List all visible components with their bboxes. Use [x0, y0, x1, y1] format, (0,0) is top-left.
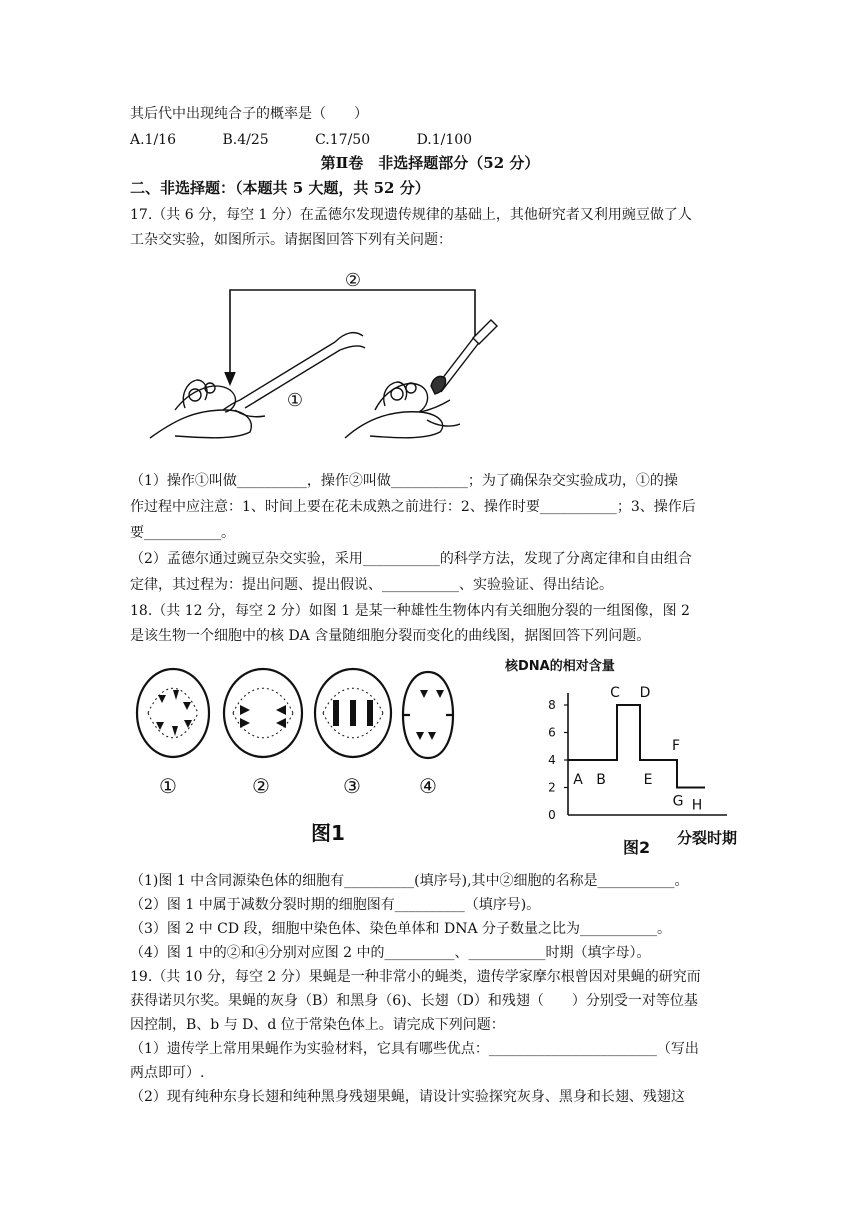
q17-stem-line2: 工杂交实验，如图所示。请据图回答下列有关问题：: [130, 232, 452, 248]
q19-stem-line2: 获得诺贝尔奖。果蝇的灰身（B）和黑身（6)、长翅（D）和残翅（ ）分别受一对等位基: [130, 993, 698, 1009]
q18-part2: （2）图 1 中属于减数分裂时期的细胞图有__________（填序号)。: [130, 897, 541, 913]
cell-1-label: ①: [159, 774, 177, 798]
q17-pea-crossing-figure: [135, 260, 515, 460]
q19-stem-line1: 19.（共 10 分，每空 2 分）果蝇是一种非常小的蝇类，遗传学家摩尔根曾因对果蝇的研究而: [130, 969, 701, 985]
chart-y-tick-label: 2: [548, 780, 556, 795]
operation-1-label: ①: [286, 390, 304, 411]
q17-part1-line3: 要___________。: [130, 525, 235, 541]
figure-2-dna-chart: [505, 655, 755, 865]
chart-y-tick-label: 4: [548, 753, 556, 767]
q18-stem-line1: 18.（共 12 分，每空 2 分）如图 1 是某一种雄性生物体内有关细胞分裂的一组图像，图 2: [130, 603, 690, 619]
q18-part4: （4）图 1 中的②和④分别对应图 2 中的__________、___________时期（填字母）。: [130, 945, 651, 961]
cell-2: [224, 669, 302, 757]
q18-part1: （1)图 1 中含同源染色体的细胞有__________(填序号),其中②细胞的名称是___________。: [130, 873, 689, 889]
chart-dna-line: [568, 705, 705, 788]
q17-part2-line2: 定律，其过程为：提出问题、提出假说、___________、实验验证、得出结论。: [130, 577, 613, 593]
chart-y-tick-label: 8: [548, 698, 556, 712]
figure-1-cell-division: [128, 660, 483, 860]
brush-illustration: [431, 320, 497, 394]
q16-options: [130, 130, 514, 150]
chart-point-label-a: A: [573, 772, 583, 788]
option-d: D.1/100: [416, 132, 473, 148]
q17-stem-line1: 17.（共 6 分，每空 1 分）在孟德尔发现遗传规律的基础上，其他研究者又利用豌豆做了人: [130, 207, 692, 223]
left-flower-illustration: [150, 380, 265, 438]
cell-4-label: ④: [419, 774, 437, 798]
q19-stem-line3: 因控制，B、b 与 D、d 位于常染色体上。请完成下列问题：: [130, 1017, 505, 1033]
q16-stem-tail: 其后代中出现纯合子的概率是（ ）: [130, 106, 368, 122]
q19-part1-line1: （1）遗传学上常用果蝇作为实验材料，它具有哪些优点：________________________（写出: [130, 1041, 699, 1057]
chart-point-label-e: E: [643, 772, 653, 788]
chart-point-label-g: G: [672, 793, 684, 810]
q19-part1-line2: 两点即可）.: [130, 1065, 205, 1081]
chart-y-tick-label: 0: [548, 808, 556, 822]
chart-point-label-b: B: [596, 772, 606, 788]
cell-2-label: ②: [252, 774, 270, 798]
q17-part2-line1: （2）孟德尔通过豌豆杂交实验，采用___________的科学方法，发现了分离定律和自由组合: [130, 551, 692, 567]
option-a: A.1/16: [130, 132, 176, 148]
q18-stem-line2: 是该生物一个细胞中的核 DA 含量随细胞分裂而变化的曲线图，据图回答下列问题。: [130, 628, 651, 644]
figure-1-caption: 图1: [311, 821, 345, 845]
q17-part1-line1: （1）操作①叫做__________，操作②叫做___________；为了确保杂交实验成功，①的操: [130, 473, 678, 489]
cell-4: [403, 672, 453, 758]
chart-point-label-c: C: [610, 685, 620, 701]
option-c: C.17/50: [315, 132, 371, 148]
q19-part2-line1: （2）现有纯种东身长翅和纯种黑身残翅果蝇，请设计实验探究灰身、黑身和长翅、残翅这: [130, 1089, 685, 1105]
chart-point-label-f: F: [671, 738, 681, 754]
volume-title: 第Ⅱ卷 非选择题部分（52 分）: [320, 154, 540, 172]
cell-3-label: ③: [343, 774, 361, 798]
chart-y-tick-label: 6: [548, 725, 556, 740]
chart-point-label-d: D: [639, 685, 651, 701]
q17-part1-line2: 作过程中应注意：1、时间上要在花未成熟之前进行：2、操作时要___________；3、操作后: [130, 499, 696, 515]
chart-xlabel: 分裂时期: [677, 829, 738, 847]
chart-ylabel: 核DNA的相对含量: [505, 659, 615, 674]
q18-part3: （3）图 2 中 CD 段，细胞中染色体、染色单体和 DNA 分子数量之比为___________。: [130, 921, 672, 937]
operation-2-label: ②: [344, 270, 362, 291]
figure-2-caption: 图2: [623, 838, 651, 857]
chart-point-label-h: H: [691, 797, 703, 814]
cell-1: [137, 669, 209, 757]
option-b: B.4/25: [222, 132, 269, 148]
operation-2-bracket: [225, 290, 475, 384]
section-heading: 二、非选择题：（本题共 5 大题，共 52 分）: [130, 179, 430, 197]
